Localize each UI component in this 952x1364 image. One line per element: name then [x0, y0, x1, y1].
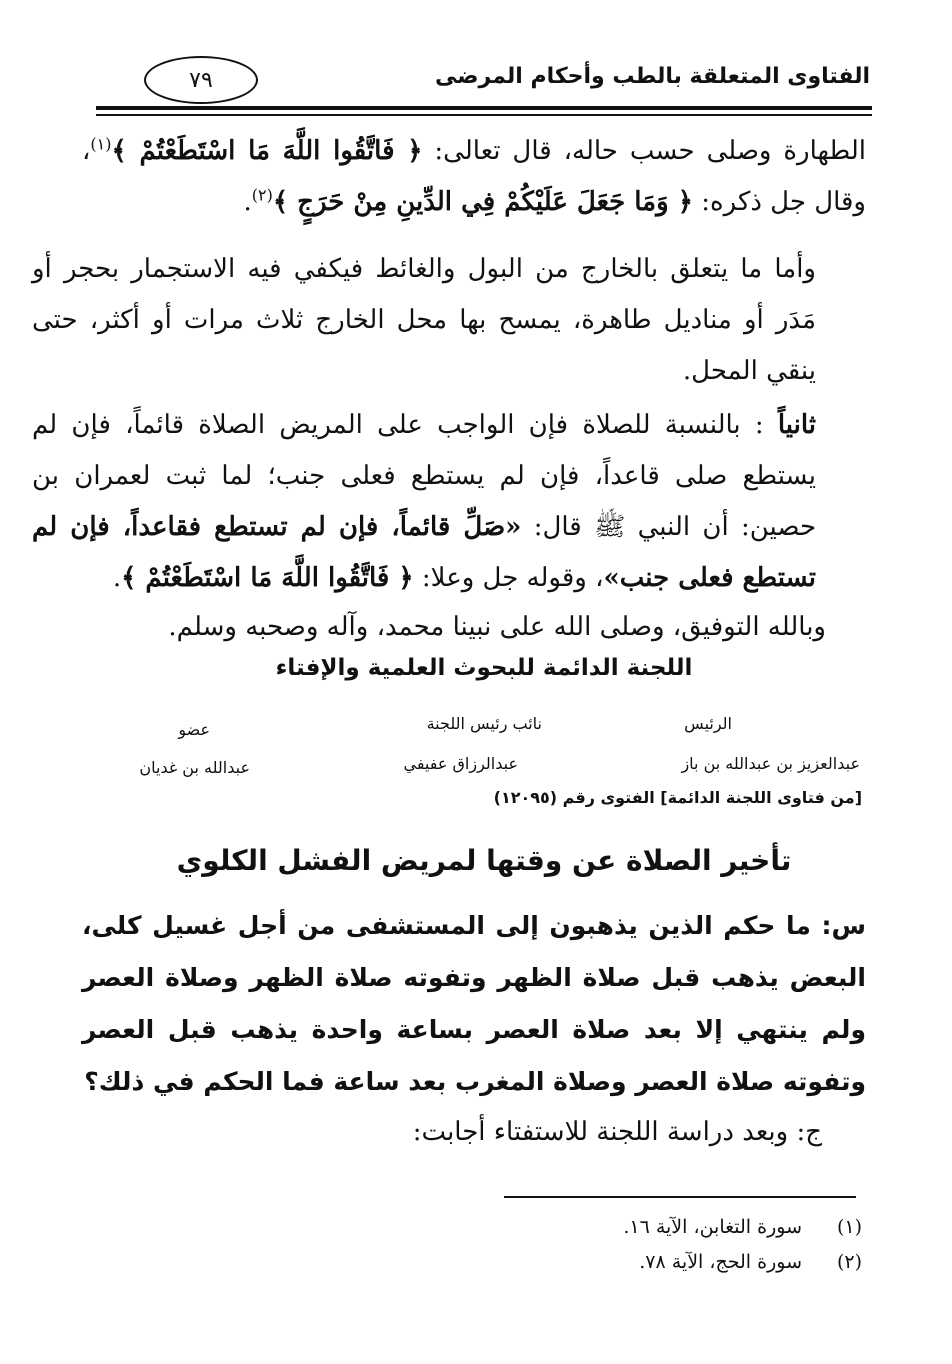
quran-verse-3: ﴿ فَاتَّقُوا اللَّهَ مَا اسْتَطَعْتُمْ ﴾: [121, 563, 414, 593]
p1-end: .: [243, 187, 252, 217]
section-heading: تأخير الصلاة عن وقتها لمريض الفشل الكلوي: [176, 844, 792, 877]
footnote-2-num: (٢): [836, 1251, 862, 1273]
closing-line: وبالله التوفيق، وصلى الله على نبينا محمد، وآله وصحبه وسلم.: [168, 612, 826, 642]
footnote-1: [623, 1216, 862, 1238]
paragraph-3: [32, 400, 866, 604]
footnote-1-num: (١): [836, 1216, 862, 1238]
hadith-quote: «صَلِّ قائماً، فإن لم تستطع فقاعداً، فإن لم تستطع فعلى جنب»: [32, 512, 816, 593]
footnote-1-text: سورة التغابن، الآية ١٦.: [623, 1216, 802, 1238]
header-rule-thick: [96, 106, 872, 110]
p1-text-2: ، وقال جل ذكره:: [82, 136, 866, 217]
header-rule-thin: [96, 114, 872, 116]
signature-name-president: عبدالعزيز بن عبدالله بن باز: [681, 754, 860, 773]
question-text: س: ما حكم الذين يذهبون إلى المستشفى من أجل غسيل كلى، البعض يذهب قبل صلاة الظهر وتفوته صلاة الظهر وصلاة العصر ولم ينتهي إلا بعد صلاة العصر بساعة واحدة يذهب قبل العصر وتفوته صلاة العصر وصلاة المغرب بعد ساعة فما الحكم في ذلك؟: [82, 911, 866, 1096]
signature-title-president: الرئيس: [684, 714, 732, 733]
p3-end: .: [112, 563, 122, 593]
paragraph-2: وأما ما يتعلق بالخارج من البول والغائط فيكفي فيه الاستجمار بحجر أو مَدَر أو مناديل طاهرة، يمسح بها محل الخارج ثلاث مرات أو أكثر، حتى ينقي المحل.: [32, 254, 816, 386]
paragraph-1: [82, 126, 866, 228]
signature-title-member: عضو: [178, 720, 210, 739]
page-number: ٧٩: [144, 56, 258, 104]
fatwa-source: [من فتاوى اللجنة الدائمة] الفتوى رقم (١٢٠٩٥): [493, 788, 862, 807]
footnote-2-text: سورة الحج، الآية ٧٨.: [639, 1251, 802, 1273]
p1-text: الطهارة وصلى حسب حاله، قال تعالى:: [434, 136, 866, 166]
answer-text: ج: وبعد دراسة اللجنة للاستفتاء أجابت:: [412, 1117, 822, 1147]
signature-name-vice: عبدالرزاق عفيفي: [403, 754, 518, 773]
footnote-rule: [504, 1196, 856, 1198]
signature-name-member: عبدالله بن غديان: [139, 758, 250, 777]
quran-verse-1: ﴿ فَاتَّقُوا اللَّهَ مَا اسْتَطَعْتُمْ ﴾: [111, 136, 423, 166]
book-title: الفتاوى المتعلقة بالطب وأحكام المرضى: [435, 64, 870, 89]
committee-name: اللجنة الدائمة للبحوث العلمية والإفتاء: [275, 655, 693, 681]
quran-verse-2: ﴿ وَمَا جَعَلَ عَلَيْكُمْ فِي الدِّينِ مِنْ حَرَجٍ ﴾: [272, 187, 693, 217]
p3-label: ثانياً: [777, 410, 816, 440]
footnote-ref-2: (٢): [251, 185, 273, 205]
signature-title-vice: نائب رئيس اللجنة: [426, 714, 542, 733]
page-header: [96, 58, 872, 108]
footnote-ref-1: (١): [90, 134, 112, 154]
p3-text: : بالنسبة للصلاة فإن الواجب على المريض الصلاة قائماً، فإن لم يستطع صلى قاعداً، فإن لم يستطع فعلى جنب؛ لما ثبت لعمران بن حصين: أن النبي ﷺ قال:: [32, 410, 817, 542]
p3-text-2: ، وقوله جل وعلا:: [421, 563, 604, 593]
footnote-2: [639, 1251, 862, 1273]
